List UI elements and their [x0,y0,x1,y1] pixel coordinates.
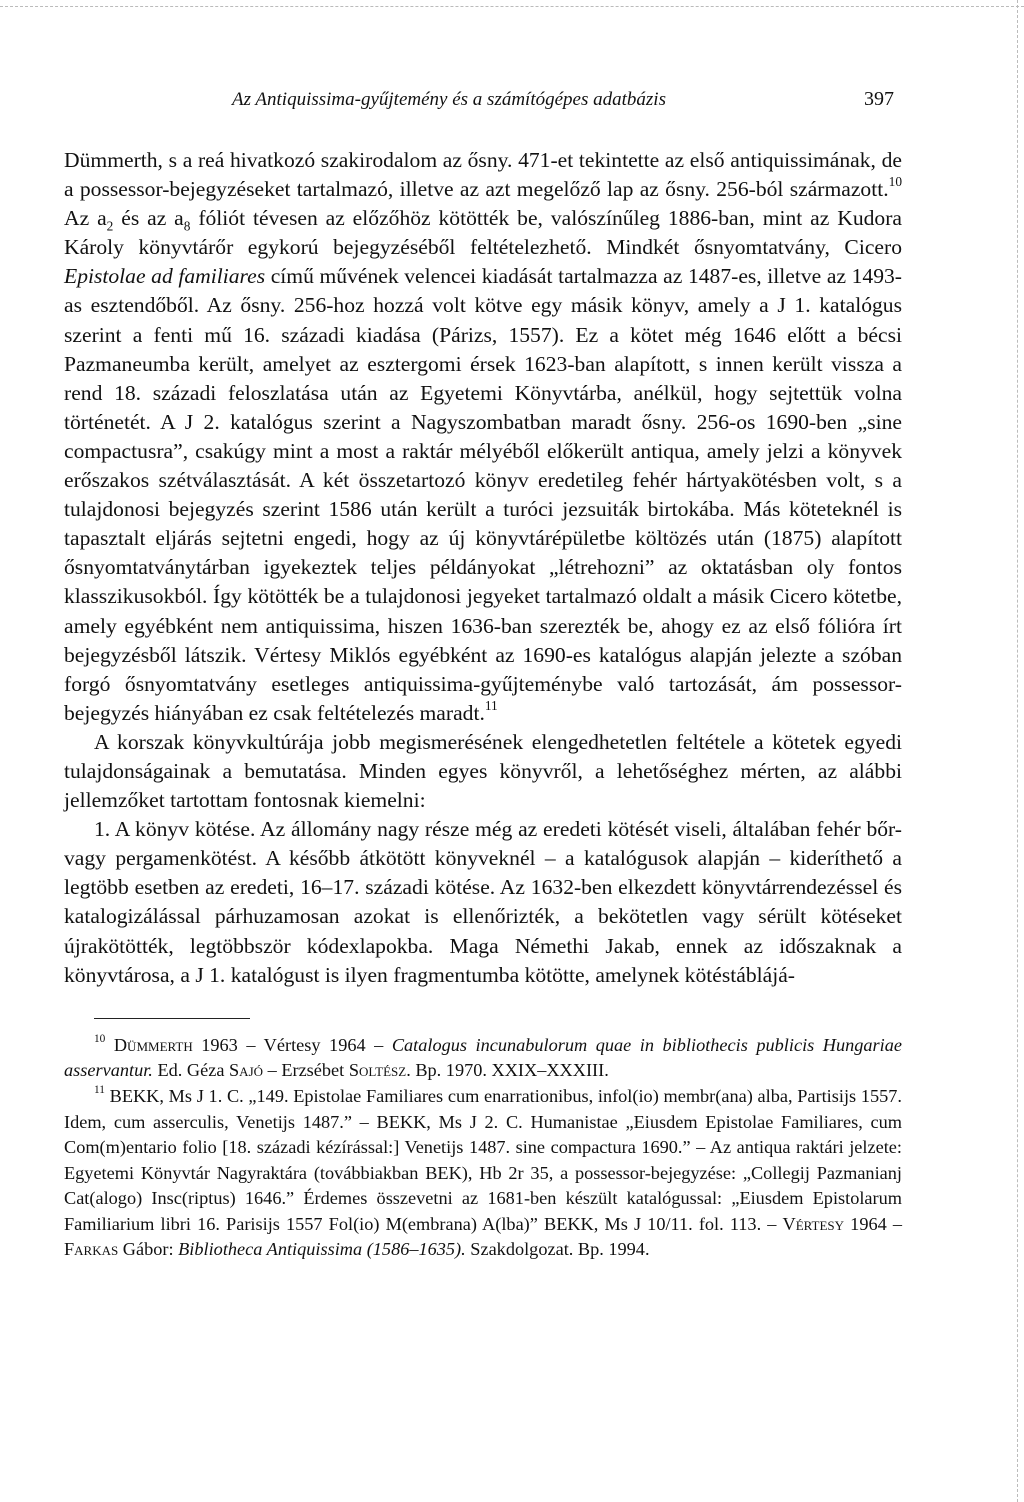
subscript: 2 [106,218,114,234]
text-run: . Bp. 1970. XXIX–XXXIII. [406,1060,609,1081]
running-title: Az Antiquissima-gyűjtemény és a számítógépes adatbázis [232,89,666,110]
text-run: Gábor: [118,1239,179,1260]
scan-edge-right [1017,0,1018,1502]
footnote [64,1084,902,1263]
paragraph [64,815,902,990]
text-run: Az a [64,206,107,231]
footnote-marker: 11 [484,697,498,713]
text-run: Szakdolgozat. Bp. 1994. [465,1239,650,1260]
text-run [105,1035,114,1055]
text-run: 1963 – Vértesy 1964 – [192,1034,392,1055]
text-run: című művének velencei kiadását tartalmazza az 1487-es, illetve az 1493-as esztendőből. Az ősny. 256-hoz hozzá volt kötve egy másik könyv, amely a J 1. katalógus szerint a fenti mű 16. századi kiadása (Párizs, 1557). Ez a kötet még 1646 előtt a bécsi Pazmaneumba került, amelyet az esztergomi érsek 1623-ban alapított, s innen került vissza a rend 18. századi feloszlatása után az Egyetemi Könyvtárba, anélkül, hogy sejtettük volna történetét. A J 2. katalógus szerint a Nagyszombatban maradt ősny. 256-os 1690-ben „sine compactusra”, csakúgy mint a most a raktár mélyéből előkerült antiqua, amely jelzi a könyvek erőszakos szétválasztását. A két összetartozó könyv eredetileg fehér hártyakötésben volt, s a tulajdonosi bejegyzés szerint 1586 után került a turóci jezsuiták birtokába. Más köteteknél is tapasztalt eljárás sejtetni engedi, hogy az új könyvtárépületbe költözés után (1875) alapított ősnyomtatványtárban igyekeztek teljes példányokat „létrehozni” az oktatásban oly fontos klasszikusokból. Így kötötték be a tulajdonosi jegyeket tartalmazó oldalt a másik Cicero kötetbe, amely egyébként nem antiquissima, hiszen 1636-ban szerezték be, ahogy ez az első fólióra írt bejegyzésből látszik. Vértesy Miklós egyébként az 1690-es katalógus alapján jelezte a szóban forgó ősnyomtatvány esetleges antiquissima-gyűjteménybe való tartozását, ám possessor-bejegyzés hiányában ez csak feltételezés maradt. [64,264,902,725]
italic-text: Bibliotheca Antiquissima (1586–1635). [178,1239,466,1260]
paragraph [64,728,902,815]
small-caps-text: Vértesy [782,1213,845,1234]
footnote-separator [94,1018,250,1019]
text-run: Dümmerth, s a reá hivatkozó szakirodalom az ősny. 471-et tekintette az első antiquissimának, de a possessor-bejegyzéseket tartalmazó, illetve az azt megelőző lap az ősny. 256-ból származott. [64,148,902,202]
body-text [64,146,902,990]
text-run: és az a [113,206,184,231]
small-caps-text: Sajó [229,1060,264,1081]
small-caps-text: Soltész [348,1060,407,1081]
text-run: BEKK, Ms J 1. C. „149. Epistolae Familiares cum enarrationibus, infol(io) membr(ana) alba, Partisijs 1557. Idem, cum asserculis, Venetijs 1487.” – BEKK, Ms J 2. C. Humanistae „Eiusdem Epistolae Familiares, cum Com(m)entario folio [18. századi kézírással:] Venetijs 1487. sine compactura 1690.” – Az antiqua raktári jelzete: Egyetemi Könyvtár Nagyraktára (továbbiakban BEK), Hb 2r 35, a possessor-bejegyzése: „Collegij Pazmanianj Cat(alogo) Insc(riptus) 1646.” Érdemes összevetni az 1681-ben készült katalógussal: „Eiusdem Epistolarum Familiarium libri 16. Parisijs 1557 Fol(io) M(embrana) A(lba)” BEKK, Ms J 10/11. fol. 113. – [64,1085,902,1234]
footnote-marker: 10 [94,1032,106,1045]
footnote [64,1033,902,1084]
italic-text: Catalogus incunabulorum quae in bibliothecis publicis Hungariae asservantur. [64,1034,902,1081]
running-head [64,88,902,124]
small-caps-text: Farkas [64,1239,119,1260]
footnotes [64,1033,902,1263]
paragraph [64,146,902,728]
italic-text: Epistolae ad familiares [64,264,266,289]
page [64,88,902,1263]
subscript: 8 [183,218,191,234]
text-run: 1964 – [844,1213,903,1234]
footnote-marker: 10 [888,173,902,189]
footnote-marker: 11 [94,1084,105,1097]
small-caps-text: Dümmerth [113,1034,193,1055]
text-run: Ed. Géza [152,1060,230,1081]
text-run: – Erzsébet [263,1060,349,1081]
page-number: 397 [864,88,894,110]
text-run: A korszak könyvkultúrája jobb megismerésének elengedhetetlen feltétele a kötetek egyedi tulajdonságainak a bemutatása. Minden egyes könyvről, a lehetőséghez mérten, az alábbi jellemzőket tartottam fontosnak kiemelni: [64,729,902,813]
scan-edge-top [0,6,1024,7]
text-run: fóliót tévesen az előzőhöz kötötték be, valószínűleg 1886-ban, mint az Kudora Károly könyvtárőr egykorú bejegyzéséből feltételezhető. Mindkét ősnyomtatvány, Cicero [64,206,902,260]
text-run: 1. A könyv kötése. Az állomány nagy része még az eredeti kötését viseli, általában fehér bőr- vagy pergamenkötést. A később átkötött könyveknél – a katalógusok alapján – kideríthető a legtöbb esetben az eredeti, 16–17. századi kötése. Az 1632-ben elkezdett könyvtárrendezéssel és katalogizálással párhuzamosan azokat is ellenőrizték, a bekötetlen vagy sérült kötéseket újrakötötték, legtöbbször kódexlapokba. Maga Némethi Jakab, ennek az időszaknak a könyvtárosa, a J 1. katalógust is ilyen fragmentumba kötötte, amelynek kötéstáblájá- [64,817,902,987]
